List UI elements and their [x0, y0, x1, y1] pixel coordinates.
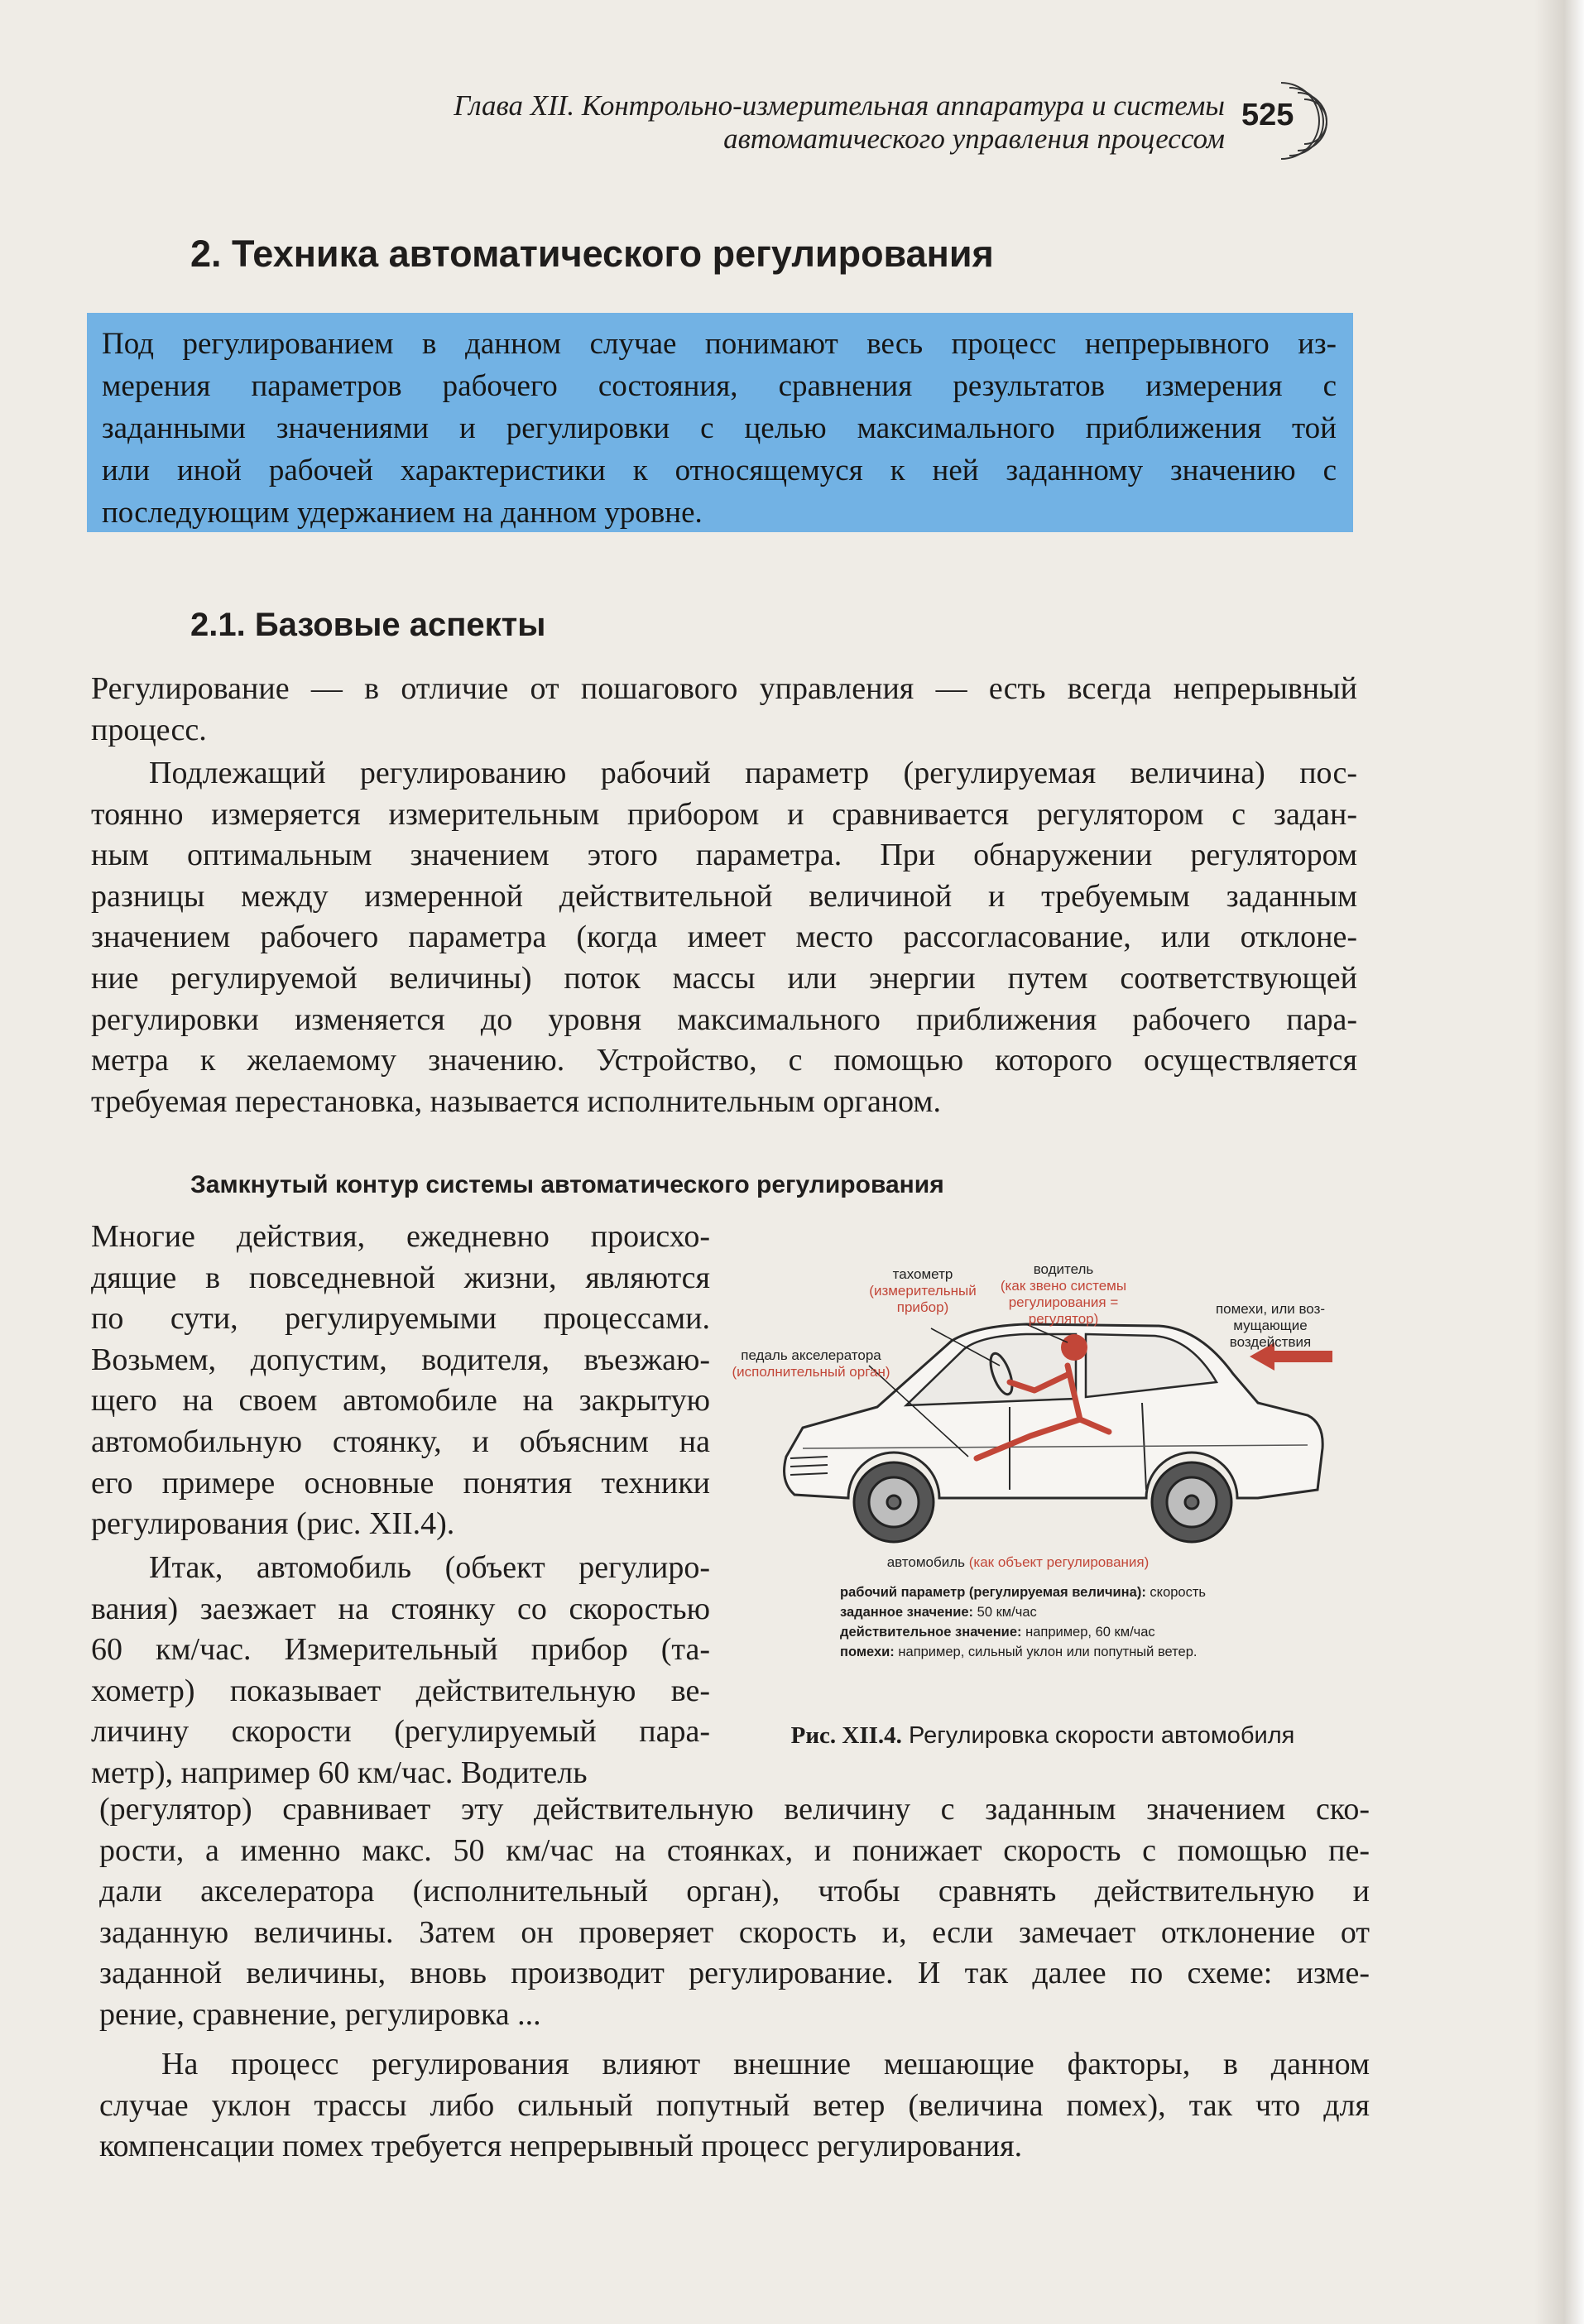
driver-role-2: регулирования = регулятор)	[1008, 1294, 1119, 1327]
label-disturbances	[1200, 1301, 1341, 1351]
tachometer-role: (измерительный прибор)	[869, 1283, 977, 1315]
pedal-role: (исполнительный орган)	[732, 1364, 890, 1380]
text-line: рости, а именно макс. 50 км/час на стоянках, и понижает скорость с помощью пе-	[99, 1832, 1370, 1868]
text-line: ным оптимальным значением этого параметра. При обнаружении регулятором	[91, 838, 1357, 873]
rear-wheel	[1152, 1462, 1231, 1542]
definition-line: заданными значениями и регулировки с целью максимального приближения той	[102, 411, 1337, 445]
text-line: (регулятор) сравнивает эту действительную величину с заданным значением ско-	[99, 1792, 1370, 1827]
text-line: тоянно измеряется измерительным прибором и сравнивается регулятором с задан-	[91, 796, 1357, 832]
pedal-text: педаль акселератора	[741, 1347, 881, 1363]
text-line: автомобильную стоянку, и объясним на	[91, 1424, 710, 1459]
label-car	[836, 1554, 1200, 1571]
text-line: На процесс регулирования влияют внешние мешающие факторы, в данном	[161, 2047, 1370, 2082]
running-header	[232, 89, 1225, 156]
subsection-title: 2.1. Базовые аспекты	[190, 607, 546, 643]
text-line: ние регулируемой величины) поток массы или энергии путем соответствующей	[91, 960, 1357, 996]
text-line: щего на своем автомобиле на закрытую	[91, 1383, 710, 1419]
text-line: дали акселератора (исполнительный орган), чтобы сравнять действительную и	[99, 1874, 1370, 1909]
header-line-1: Глава XII. Контрольно-измерительная аппаратура и системы	[454, 89, 1225, 122]
text-line: случае уклон трассы либо сильный попутный ветер (величина помех), так что для	[99, 2087, 1370, 2123]
definition-line: Под регулированием в данном случае понимают весь процесс непрерывного из-	[102, 327, 1337, 361]
tachometer-text: тахометр	[892, 1266, 953, 1282]
spec-setpoint: заданное значение: 50 км/час	[840, 1605, 1037, 1620]
driver-text: водитель	[1033, 1261, 1094, 1277]
header-line-2: автоматического управления процессом	[723, 122, 1225, 155]
text-line: заданную величины. Затем он проверяет скорость и, если замечает отклонение от	[99, 1914, 1370, 1950]
text-line: по сути, регулируемыми процессами.	[91, 1301, 710, 1337]
page-number: 525	[1241, 98, 1294, 132]
text-line: значением рабочего параметра (когда имеет место рассогласование, или отклоне-	[91, 920, 1357, 955]
label-pedal	[728, 1347, 894, 1380]
text-line: личину скорости (регулируемый пара-	[91, 1714, 710, 1750]
front-wheel	[854, 1462, 934, 1542]
text-line: заданной величины, вновь производит регулирование. И так далее по схеме: изме-	[99, 1956, 1370, 1991]
spec-actual: действительное значение: например, 60 км/час	[840, 1625, 1155, 1640]
paragraph-4	[91, 1548, 710, 1794]
definition-line: мерения параметров рабочего состояния, сравнения результатов измерения с	[102, 369, 1337, 403]
text-line: процесс.	[91, 712, 207, 747]
caption-number: Рис. XII.4.	[790, 1722, 902, 1749]
text-line: метра к желаемому значению. Устройство, с помощью которого осуществляется	[91, 1043, 1357, 1078]
paragraph-2	[91, 753, 1357, 1122]
car-text: автомобиль	[886, 1554, 966, 1570]
section-title: 2. Техника автоматического регулирования	[190, 233, 994, 275]
definition-line: последующим удержанием на данном уровне.	[102, 496, 703, 530]
paragraph-3	[91, 1217, 710, 1545]
paragraph-6	[99, 2044, 1370, 2168]
text-line: требуемая перестановка, называется исполнительным органом.	[91, 1083, 941, 1119]
label-tachometer	[869, 1266, 977, 1316]
text-line: хометр) показывает действительную ве-	[91, 1673, 710, 1708]
disturbance-text-3: воздействия	[1229, 1334, 1312, 1350]
driver-role-1: (как звено системы	[1000, 1278, 1127, 1294]
paragraph-5	[99, 1789, 1370, 2036]
text-line: 60 км/час. Измерительный прибор (та-	[91, 1632, 710, 1668]
text-line: вания) заезжает на стоянку со скоростью	[91, 1591, 710, 1626]
text-line: регулирования (рис. XII.4).	[91, 1506, 455, 1542]
spec-noise: помехи: например, сильный уклон или попутный ветер.	[840, 1645, 1198, 1659]
text-line: Итак, автомобиль (объект регулиро-	[149, 1550, 710, 1585]
text-line: компенсации помех требуется непрерывный процесс регулирования.	[99, 2129, 1023, 2164]
text-line: дящие в повседневной жизни, являются	[91, 1260, 710, 1295]
text-line: Регулирование — в отличие от пошагового управления — есть всегда непрерывный	[91, 671, 1357, 706]
text-line: Подлежащий регулированию рабочий параметр (регулируемая величина) пос-	[149, 756, 1357, 790]
text-line: регулировки изменяется до уровня максимального приближения рабочего пара-	[91, 1001, 1357, 1037]
car-role: (как объект регулирования)	[968, 1554, 1150, 1570]
disturbance-text-1: помехи, или воз-	[1215, 1301, 1326, 1317]
definition-line: или иной рабочей характеристики к относящемуся к ней заданному значению с	[102, 454, 1337, 487]
closed-loop-heading: Замкнутый контур системы автоматического регулирования	[190, 1171, 944, 1198]
caption-text: Регулировка скорости автомобиля	[909, 1722, 1295, 1749]
page-edge-shadow	[1534, 0, 1584, 2324]
text-line: разницы между измеренной действительной величиной и требуемым заданным	[91, 878, 1357, 914]
definition-box	[87, 313, 1353, 532]
text-line: Многие действия, ежедневно происхо-	[91, 1219, 710, 1254]
text-line: рение, сравнение, регулировка ...	[99, 1996, 541, 2032]
text-line: его примере основные понятия техники	[91, 1465, 710, 1501]
figure-caption	[728, 1721, 1357, 1750]
label-driver	[977, 1261, 1150, 1328]
paragraph-1	[91, 669, 1357, 751]
text-line: метр), например 60 км/час. Водитель	[91, 1755, 588, 1790]
disturbance-text-2: мущающие	[1233, 1318, 1308, 1333]
text-line: Возьмем, допустим, водителя, въезжаю-	[91, 1342, 710, 1377]
figure-specs	[840, 1582, 1206, 1662]
spec-param: рабочий параметр (регулируемая величина): скорость	[840, 1585, 1207, 1600]
